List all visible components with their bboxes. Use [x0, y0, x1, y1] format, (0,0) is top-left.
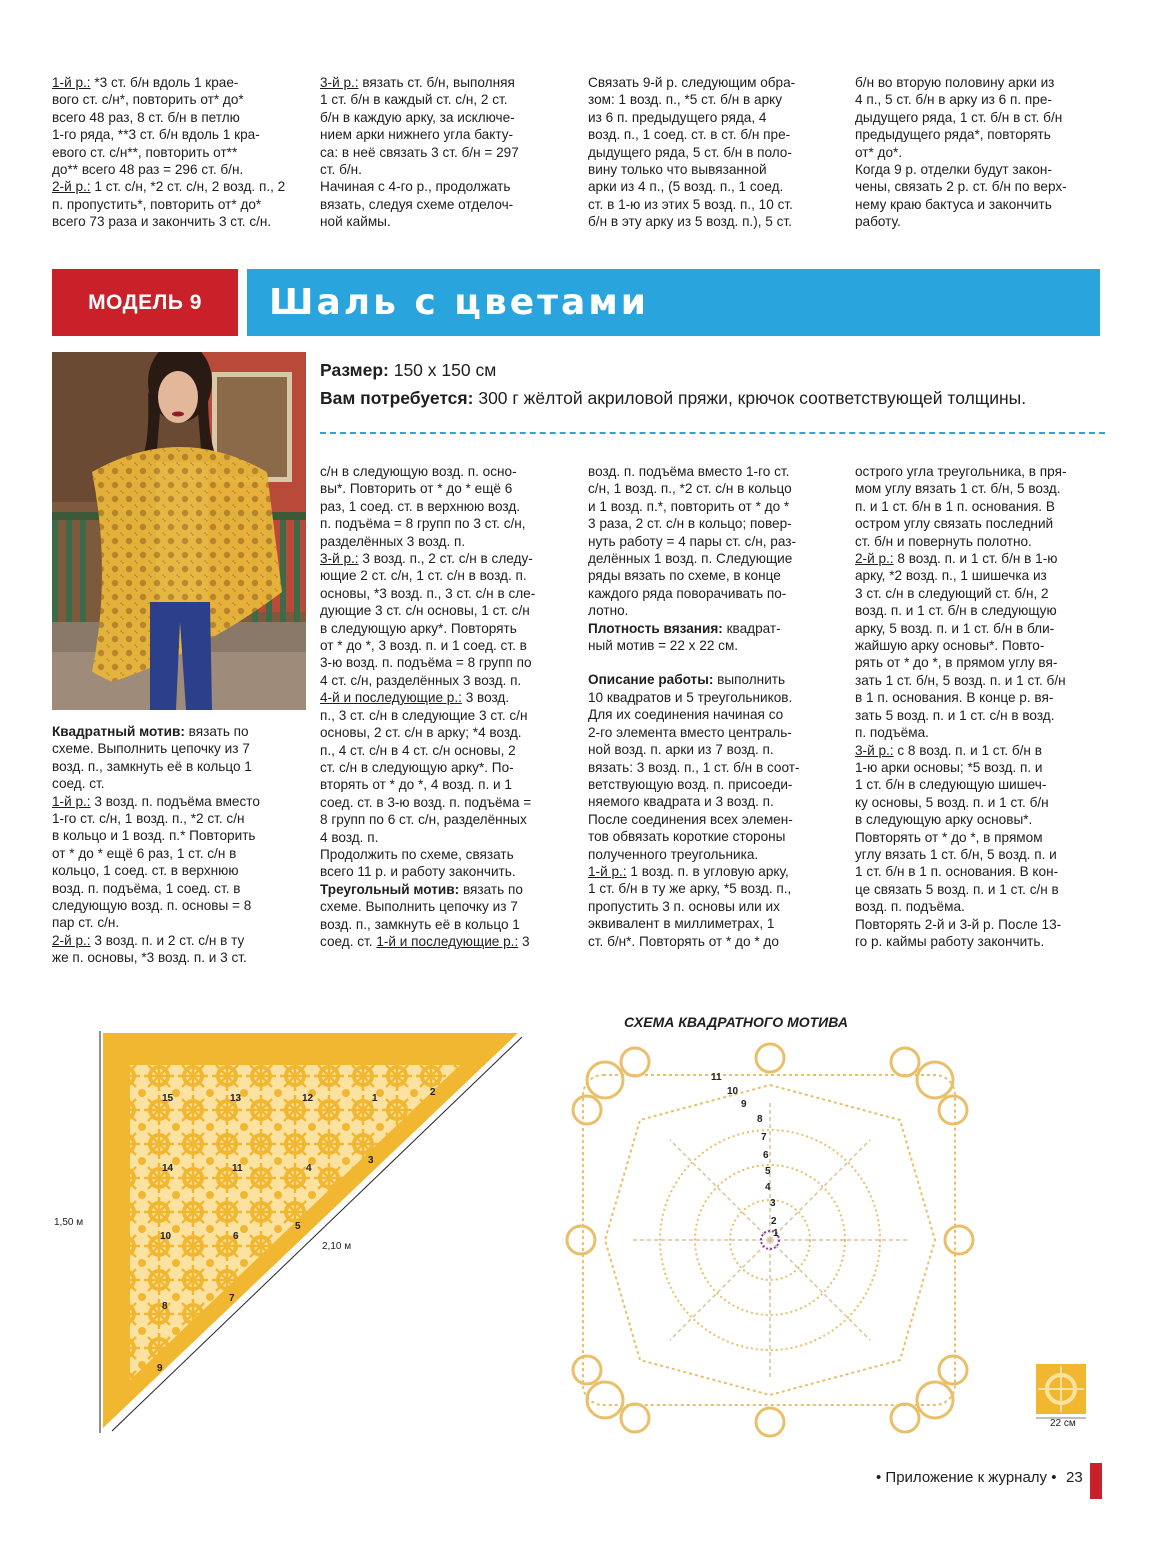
- section-heading: Квадратный мотив:: [52, 724, 185, 739]
- text-line: арку, *2 возд. п., 1 шишечка из: [855, 568, 1047, 584]
- text-line: ветствующую возд. п. присоеди-: [588, 776, 793, 792]
- text-line: ющие 2 ст. с/н, 1 ст. с/н в возд. п.: [320, 568, 527, 584]
- row-label: 2-й р.:: [855, 551, 894, 567]
- text-line: вязать, следуя схеме отделоч-: [320, 196, 514, 212]
- text-line: *3 ст. б/н вдоль 1 крае-: [94, 75, 239, 90]
- text-line: из 6 п. предыдущего ряда, 4: [588, 109, 767, 125]
- row-number: 9: [741, 1099, 747, 1110]
- text-line: мом углу вязать 1 ст. б/н, 5 возд.: [855, 481, 1061, 497]
- text-line: дыдущего ряда, 5 ст. б/н в поло-: [588, 144, 792, 160]
- size-line: [320, 356, 1026, 384]
- side-label: 1,50 м: [54, 1217, 84, 1228]
- text-line: 1 ст. с/н, *2 ст. с/н, 2 возд. п., 2: [94, 179, 286, 195]
- text-line: п. подъёма = 8 групп по 3 ст. с/н,: [320, 516, 526, 532]
- text-line: п. подъёма.: [855, 725, 929, 741]
- text-line: ный мотив = 22 х 22 см.: [588, 638, 739, 654]
- text-line: Когда 9 р. отделки будут закон-: [855, 162, 1052, 178]
- text-line: 3-ю возд. п. подъёма = 8 групп по: [320, 655, 532, 671]
- row-number: 10: [727, 1086, 739, 1097]
- text-line: вого ст. с/н*, повторить от* до*: [52, 92, 244, 108]
- text-line: ной каймы.: [320, 214, 391, 230]
- text-line: ст. б/н.: [320, 162, 362, 178]
- footer-accent-bar: [1090, 1463, 1102, 1499]
- text-line: возд. п., замкнуть её в кольцо 1: [320, 916, 520, 932]
- text-line: б/н в каждую арку, за исключе-: [320, 109, 515, 125]
- row-number: 2: [771, 1216, 777, 1227]
- row-number: 5: [765, 1166, 771, 1177]
- text-line: полученного треугольника.: [588, 846, 759, 862]
- row-label: 3-й р.:: [320, 551, 359, 567]
- row-label: 2-й р.:: [52, 179, 91, 195]
- text-line: 3 возд. п. подъёма вместо: [94, 793, 260, 809]
- text-line: са: в неё связать 3 ст. б/н = 297: [320, 144, 519, 160]
- top-column-3: [588, 74, 834, 231]
- text-line: вязать по: [188, 724, 249, 739]
- section-heading: Треугольный мотив:: [320, 881, 460, 897]
- text-line: всего 73 раза и закончить 3 ст. с/н.: [52, 214, 272, 230]
- text-line: 8 групп по 6 ст. с/н, разделённых: [320, 812, 527, 828]
- text-line: вторять от * до *, 4 возд. п. и 1: [320, 777, 512, 793]
- text-line: арку, 5 возд. п. и 1 ст. б/н в бли-: [855, 620, 1055, 636]
- text-line: го р. каймы работу закончить.: [855, 933, 1045, 949]
- text-line: возд. п. подъёма.: [855, 899, 965, 915]
- motif-number: 8: [162, 1301, 168, 1312]
- text-line: предыдущего ряда*, повторять: [855, 127, 1051, 143]
- text-line: острого угла треугольника, в пря-: [855, 464, 1067, 479]
- materials-line: [320, 384, 1026, 412]
- text-line: схеме. Выполнить цепочку из 7: [320, 899, 518, 915]
- text-line: ку основы, 5 возд. п. и 1 ст. б/н: [855, 794, 1049, 810]
- photo-illustration: [52, 352, 306, 710]
- text-line: 1 ст. б/н в 1 п. основания. В кон-: [855, 864, 1059, 880]
- motif-number: 14: [162, 1163, 174, 1174]
- row-number: 1: [773, 1228, 779, 1239]
- motif-number: 6: [233, 1231, 239, 1242]
- row-label: 1-й и последующие р.:: [376, 933, 519, 949]
- text-line: эквивалент в миллиметрах, 1: [588, 916, 775, 932]
- spacer: [588, 654, 834, 671]
- footer-text: • Приложение к журналу •: [876, 1469, 1057, 1486]
- text-line: тов обвязать короткие стороны: [588, 829, 786, 845]
- text-line: углу вязать 1 ст. б/н, 5 возд. п. и: [855, 846, 1057, 862]
- row-number: 7: [761, 1132, 767, 1143]
- text-line: основы, *3 возд. п., 3 ст. с/н в сле-: [320, 585, 536, 601]
- motif-number: 2: [430, 1087, 436, 1098]
- text-line: соед. ст.: [52, 776, 105, 792]
- row-label: 1-й р.:: [52, 75, 91, 90]
- text-line: ряды вязать по схеме, в конце: [588, 568, 781, 584]
- text-line: 3 возд.: [465, 690, 510, 706]
- chart-title: СХЕМА КВАДРАТНОГО МОТИВА: [624, 1014, 848, 1030]
- text-line: вязать: 3 возд. п., 1 ст. б/н в соот-: [588, 759, 800, 775]
- text-line: 4 ст. с/н, разделённых 3 возд. п.: [320, 672, 522, 688]
- fourth-column: [855, 463, 1101, 950]
- text-line: остром углу связать последний: [855, 516, 1054, 532]
- hypotenuse-label: 2,10 м: [322, 1241, 352, 1252]
- text-line: лотно.: [588, 603, 629, 619]
- text-line: п. и 1 ст. б/н в 1 п. основания. В: [855, 498, 1055, 514]
- text-line: 1 ст. б/н в следующую шишеч-: [855, 777, 1047, 793]
- text-line: всего 11 р. и работу закончить.: [320, 864, 516, 880]
- text-line: Начиная с 4-го р., продолжать: [320, 179, 511, 195]
- text-line: возд. п. и 1 ст. б/н в следующую: [855, 603, 1057, 619]
- text-line: нием арки нижнего угла бакту-: [320, 127, 514, 143]
- row-label: 1-й р.:: [588, 863, 627, 879]
- motif-swatch: [1030, 1360, 1100, 1426]
- text-line: раз, 1 соед. ст. в верхнюю возд.: [320, 498, 521, 514]
- text-line: в 1 п. основания. В конце р. вя-: [855, 690, 1054, 706]
- text-line: п., 3 ст. с/н в следующие 3 ст. с/н: [320, 707, 528, 723]
- text-line: кольцо, 1 соед. ст. в верхнюю: [52, 863, 239, 879]
- text-line: возд. п. подъёма, 1 соед. ст. в: [52, 880, 241, 896]
- text-line: 1 возд. п. в угловую арку,: [630, 863, 789, 879]
- spec-block: [320, 356, 1026, 412]
- motif-number: 4: [306, 1163, 312, 1174]
- row-label: 4-й и последующие р.:: [320, 690, 462, 706]
- text-line: и 1 возд. п.*, повторить от * до *: [588, 498, 790, 514]
- text-line: возд. п., 1 соед. ст. в ст. б/н пре-: [588, 127, 791, 143]
- row-label: 1-й р.:: [52, 793, 91, 809]
- row-number: 11: [711, 1072, 722, 1083]
- shawl-layout-diagram: [40, 1025, 530, 1445]
- text-line: ст. с/н в следующую арку*. По-: [320, 759, 514, 775]
- divider: [320, 432, 1105, 434]
- text-line: дыдущего ряда, 1 ст. б/н в ст. б/н: [855, 109, 1063, 125]
- text-line: в кольцо и 1 возд. п.* Повторить: [52, 828, 256, 844]
- chart-spokes: [630, 1100, 910, 1380]
- text-line: же п. основы, *3 возд. п. и 3 ст.: [52, 950, 247, 966]
- text-line: жайшую арку основы*. Повто-: [855, 638, 1045, 654]
- text-line: 1-ю арки основы; *5 возд. п. и: [855, 759, 1043, 775]
- text-line: Связать 9-й р. следующим обра-: [588, 75, 796, 90]
- text-line: выполнить: [717, 672, 786, 688]
- top-column-2: [320, 74, 566, 231]
- row-label: 3-й р.:: [855, 742, 894, 758]
- text-line: соед. ст.: [320, 933, 373, 949]
- text-line: 4 п., 5 ст. б/н в арку из 6 п. пре-: [855, 92, 1052, 108]
- motif-number: 9: [157, 1363, 163, 1374]
- text-line: 3 ст. с/н в следующий ст. б/н, 2: [855, 585, 1049, 601]
- text-line: от * до * ещё 6 раз, 1 ст. с/н в: [52, 845, 237, 861]
- text-line: Повторять 2-й и 3-й р. После 13-: [855, 916, 1062, 932]
- text-line: зать 1 ст. б/н, 5 возд. п. и 1 ст. б/н: [855, 672, 1066, 688]
- text-line: Продолжить по схеме, связать: [320, 846, 514, 862]
- motif-number: 12: [302, 1093, 314, 1104]
- text-line: пар ст. с/н.: [52, 915, 120, 931]
- text-line: ст. в 1-ю из этих 5 возд. п., 10 ст.: [588, 196, 793, 212]
- text-line: п., 4 ст. с/н в 4 ст. с/н основы, 2: [320, 742, 516, 758]
- size-value: 150 х 150 см: [388, 360, 497, 380]
- text-line: зать 5 возд. п. и 1 ст. с/н в возд.: [855, 707, 1055, 723]
- text-line: схеме. Выполнить цепочку из 7: [52, 741, 250, 757]
- text-line: зом: 1 возд. п., *5 ст. б/н в арку: [588, 92, 783, 108]
- row-number: 6: [763, 1150, 769, 1161]
- row-label: 3-й р.:: [320, 75, 359, 90]
- text-line: 3: [522, 933, 530, 949]
- text-line: возд. п., замкнуть её в кольцо 1: [52, 758, 252, 774]
- text-line: с 8 возд. п. и 1 ст. б/н в: [897, 742, 1042, 758]
- text-line: б/н во вторую половину арки из: [855, 75, 1055, 90]
- top-column-1: [52, 74, 298, 231]
- left-column: [52, 723, 298, 967]
- text-line: вы*. Повторить от * до * ещё 6: [320, 481, 513, 497]
- text-line: це связать 5 возд. п. и 1 ст. с/н в: [855, 881, 1059, 897]
- text-line: возд. п. подъёма вместо 1-го ст.: [588, 464, 790, 479]
- text-line: с/н в следующую возд. п. осно-: [320, 464, 517, 479]
- article-title: Шаль с цветами: [247, 269, 1100, 336]
- motif-number: 3: [368, 1155, 374, 1166]
- text-line: разделённых 3 возд. п.: [320, 533, 466, 549]
- text-line: 1-го ряда, **3 ст. б/н вдоль 1 кра-: [52, 127, 260, 143]
- row-number: 8: [757, 1114, 763, 1125]
- section-heading: Плотность вязания:: [588, 620, 723, 636]
- materials-label: Вам потребуется:: [320, 388, 474, 408]
- middle-column: [320, 463, 566, 950]
- text-line: вязать ст. б/н, выполняя: [362, 75, 515, 90]
- text-line: до** всего 48 раз = 296 ст. б/н.: [52, 162, 244, 178]
- motif-number: 11: [232, 1163, 243, 1174]
- motif-number: 7: [229, 1293, 235, 1304]
- third-column: [588, 463, 834, 950]
- text-line: 1-го ст. с/н, 1 возд. п., *2 ст. с/н: [52, 811, 245, 827]
- motif-number: 1: [372, 1093, 378, 1104]
- text-line: 1 ст. б/н в каждый ст. с/н, 2 ст.: [320, 92, 508, 108]
- text-line: в следующую арку*. Повторять: [320, 620, 517, 636]
- swatch-label: 22 см: [1050, 1418, 1076, 1426]
- text-line: делённых 1 возд. п. Следующие: [588, 551, 793, 567]
- text-line: чены, связать 2 р. ст. б/н по верх-: [855, 179, 1067, 195]
- text-line: После соединения всех элемен-: [588, 811, 793, 827]
- text-line: 2-го элемента вместо централь-: [588, 724, 792, 740]
- text-line: от* до*.: [855, 144, 903, 160]
- text-line: пропустить 3 п. основы или их: [588, 898, 780, 914]
- text-line: работу.: [855, 214, 901, 230]
- row-label: 2-й р.:: [52, 932, 91, 948]
- text-line: 8 возд. п. и 1 ст. б/н в 1-ю: [897, 551, 1058, 567]
- text-line: ной возд. п. арки из 7 возд. п.: [588, 742, 774, 758]
- text-line: соед. ст. в 3-ю возд. п. подъёма =: [320, 794, 532, 810]
- text-line: Для их соединения начиная со: [588, 707, 784, 723]
- row-number: 3: [770, 1198, 776, 1209]
- motif-number: 5: [295, 1221, 301, 1232]
- text-line: ст. б/н*. Повторять от * до * до: [588, 933, 779, 949]
- text-line: каждого ряда поворачивать по-: [588, 585, 787, 601]
- text-line: дующие 3 ст. с/н основы, 1 ст. с/н: [320, 603, 530, 619]
- top-column-4: [855, 74, 1101, 231]
- model-badge: МОДЕЛЬ 9: [52, 269, 238, 336]
- size-label: Размер:: [320, 360, 389, 380]
- text-line: основы, 2 ст. с/н в арку; *4 возд.: [320, 725, 522, 741]
- text-line: 10 квадратов и 5 треугольников.: [588, 689, 793, 705]
- text-line: 4 возд. п.: [320, 829, 379, 845]
- motif-number: 15: [162, 1093, 174, 1104]
- text-line: вину только что вывязанной: [588, 162, 767, 178]
- row-number: 4: [765, 1182, 771, 1193]
- page-number: 23: [1066, 1469, 1083, 1486]
- text-line: нему краю бактуса и закончить: [855, 196, 1052, 212]
- text-line: ст. б/н и повернуть полотно.: [855, 533, 1032, 549]
- text-line: 3 раза, 2 ст. с/н в кольцо; повер-: [588, 516, 792, 532]
- text-line: от * до *, 3 возд. п. и 1 соед. ст. в: [320, 638, 527, 654]
- text-line: нуть работу = 4 пары ст. с/н, раз-: [588, 533, 797, 549]
- text-line: 1 ст. б/н в ту же арку, *5 возд. п.,: [588, 881, 792, 897]
- text-line: Повторять от * до *, в прямом: [855, 829, 1043, 845]
- section-heading: Описание работы:: [588, 672, 714, 688]
- text-line: 3 возд. п. и 2 ст. с/н в ту: [94, 932, 245, 948]
- text-line: п. пропустить*, повторить от* до*: [52, 196, 262, 212]
- text-line: в следующую арку основы*.: [855, 812, 1033, 828]
- square-motif-chart: [565, 1040, 975, 1440]
- text-line: квадрат-: [726, 620, 781, 636]
- model-photo: [52, 352, 306, 710]
- text-line: всего 48 раз, 8 ст. б/н в петлю: [52, 109, 240, 125]
- text-line: няемого квадрата и 3 возд. п.: [588, 794, 774, 810]
- motif-number: 10: [160, 1231, 172, 1242]
- materials-value: 300 г жёлтой акриловой пряжи, крючок соответствующей толщины.: [473, 388, 1027, 408]
- text-line: с/н, 1 возд. п., *2 ст. с/н в кольцо: [588, 481, 792, 497]
- text-line: вязать по: [462, 881, 523, 897]
- text-line: евого ст. с/н**, повторить от**: [52, 144, 238, 160]
- text-line: б/н в эту арку из 5 возд. п.), 5 ст.: [588, 214, 792, 230]
- text-line: рять от * до *, в прямом углу вя-: [855, 655, 1058, 671]
- text-line: следующую возд. п. основы = 8: [52, 898, 252, 914]
- motif-number: 13: [230, 1093, 242, 1104]
- text-line: 3 возд. п., 2 ст. с/н в следу-: [362, 551, 533, 567]
- text-line: арки из 4 п., (5 возд. п., 1 соед.: [588, 179, 784, 195]
